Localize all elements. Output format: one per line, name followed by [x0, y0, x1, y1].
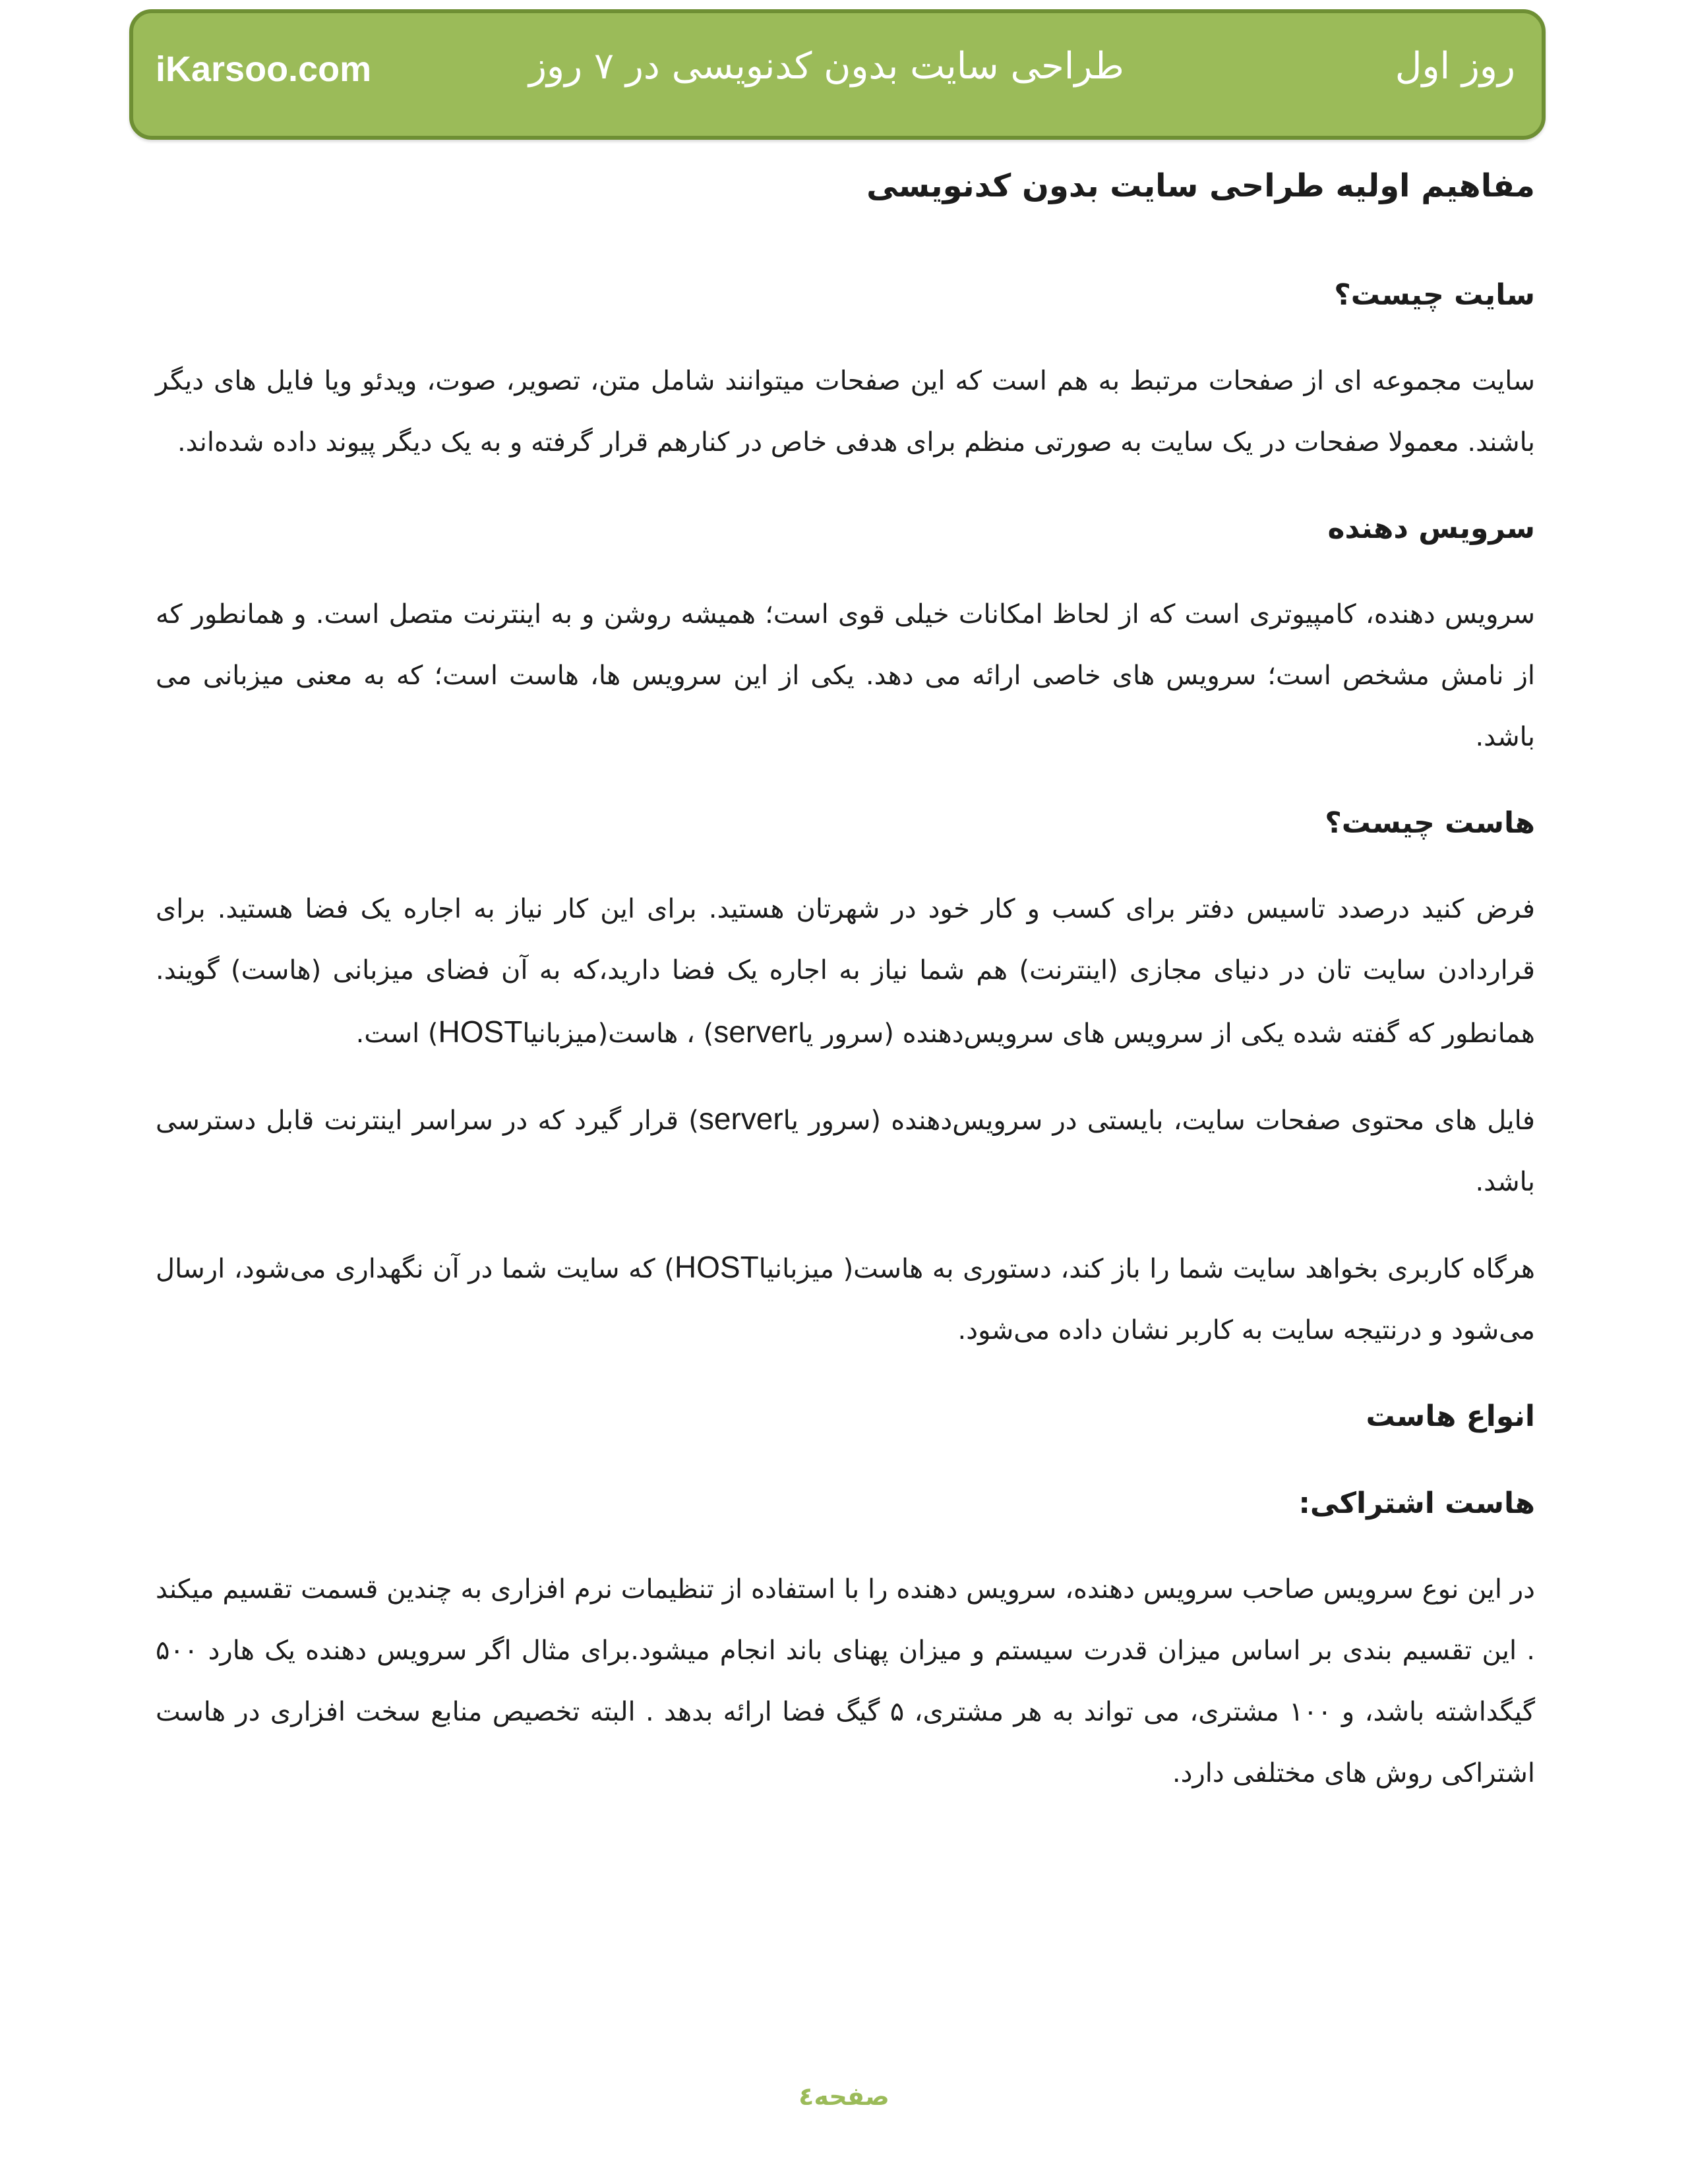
heading-shared-host: هاست اشتراکی: — [1298, 1487, 1535, 1520]
document-body — [156, 153, 1535, 1828]
paragraph-host-files — [156, 1088, 1535, 1213]
main-title: مفاهیم اولیه طراحی سایت بدون کدنویسی — [866, 167, 1535, 204]
brand-name: iKarsoo.com — [156, 49, 372, 89]
host-p2-end: ) قرار گیرد که در سراسر اینترنت قابل دسترسی باشد. — [156, 1106, 1535, 1197]
heading-server: سرویس دهنده — [1327, 512, 1535, 545]
paragraph-shared-host: در این نوع سرویس صاحب سرویس دهنده، سرویس دهنده را با استفاده از تنظیمات نرم افزاری به چندین قسمت تقسیم میکند . این تقسیم بندی بر اساس میزان قدرت سیستم و میزان پهنای باند انجام میشود.برای مثال اگر سرویس دهنده یک هارد ۵۰۰ گیگداشته باشد، و ۱۰۰ مشتری، می تواند به هر مشتری، ۵ گیگ فضا ارائه بدهد . البته تخصیص منابع سخت افزاری در هاست اشتراکی روش های مختلفی دارد. — [156, 1574, 1536, 1788]
host-p1-host-term: HOST — [438, 1015, 523, 1049]
host-p3-text: هرگاه کاربری بخواهد سایت شما را باز کند، دستوری به هاست( میزبانیا — [758, 1254, 1535, 1284]
host-p1-text: فرض کنید درصدد تاسیس دفتر برای کسب و کار خود در شهرتان هستید. برای این کار نیاز به اجاره یک فضا هستید. برای قراردادن سایت تان در دنیای مجازی (اینترنت) هم شما نیاز به اجاره یک فضا دارید،که به آن فضای میزبانی (هاست) گویند. همانطور که گفته شده یکی از سرویس های سرویس‌دهنده (سرور یا — [156, 894, 1535, 1049]
host-p1-server-term: server — [713, 1015, 799, 1049]
heading-host-types: انواع هاست — [1366, 1400, 1535, 1433]
course-title: طراحی سایت بدون کدنویسی در ۷ روز — [529, 45, 1124, 88]
host-p2-server-term: server — [698, 1102, 783, 1136]
host-p2-text: فایل های محتوی صفحات سایت، بایستی در سرویس‌دهنده (سرور یا — [783, 1106, 1535, 1136]
host-p1-mid: ) ، هاست(میزبانیا — [522, 1018, 714, 1049]
paragraph-server-definition: سرویس دهنده، کامپیوتری است که از لحاظ امکانات خیلی قوی است؛ همیشه روشن و به اینترنت متصل است. و همانطور که از نامش مشخص است؛ سرویس های خاصی ارائه می دهد. یکی از این سرویس ها، هاست است؛ که به معنی میزبانی می باشد. — [156, 599, 1535, 752]
paragraph-site-definition: سایت مجموعه ای از صفحات مرتبط به هم است که این صفحات میتوانند شامل متن، تصویر، صوت، ویدئو ویا فایل های دیگر باشند. معمولا صفحات در یک سایت به صورتی منظم برای هدفی خاص در کنارهم قرار گرفته و به یک دیگر پیوند داده شده‌اند. — [156, 366, 1535, 457]
heading-what-is-host: هاست چیست؟ — [1325, 806, 1535, 840]
page-number: صفحه٤ — [799, 2082, 889, 2111]
page-header-banner — [129, 9, 1546, 140]
paragraph-host-request — [156, 1237, 1535, 1361]
paragraph-host-definition — [156, 879, 1535, 1065]
host-p1-end: ) است. — [355, 1018, 438, 1049]
day-label: روز اول — [1395, 45, 1515, 88]
heading-what-is-site: سایت چیست؟ — [1334, 278, 1535, 312]
host-p3-host-term: HOST — [674, 1250, 759, 1284]
host-p3-end: ) که سایت شما در آن نگهداری می‌شود، ارسال می‌شود و درنتیجه سایت به کاربر نشان داده می‌شود. — [156, 1254, 1535, 1345]
